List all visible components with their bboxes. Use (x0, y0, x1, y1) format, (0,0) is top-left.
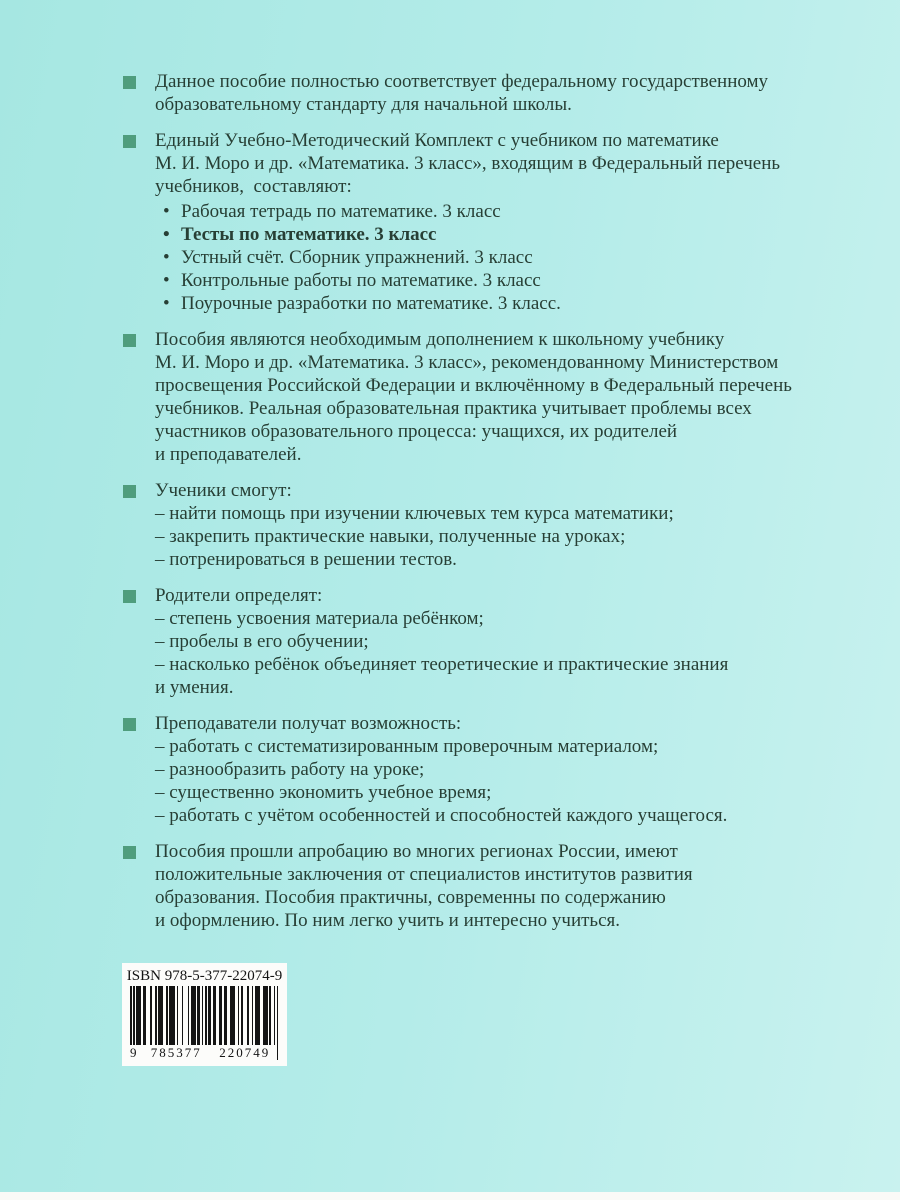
section-body (155, 328, 835, 466)
list-item-label: Поурочные разработки по математике. 3 класс. (181, 293, 561, 314)
list-item-label: Устный счёт. Сборник упражнений. 3 класс (181, 247, 533, 268)
text-line: – разнообразить работу на уроке; (155, 759, 425, 780)
section-body (155, 479, 835, 571)
section-body (155, 129, 835, 315)
list-item-label: Рабочая тетрадь по математике. 3 класс (181, 201, 501, 222)
isbn-barcode-block (122, 963, 287, 1066)
text-line: Данное пособие полностью соответствует федеральному государственному (155, 71, 769, 92)
dot-bullet-icon: • (163, 224, 170, 245)
list-item (155, 292, 835, 315)
text-section (123, 129, 835, 315)
scan-edge-strip (0, 1192, 900, 1200)
section-body (155, 70, 835, 116)
dot-bullet-icon: • (163, 201, 170, 222)
square-bullet-icon (123, 485, 136, 498)
text-line: и преподавателей. (155, 444, 302, 465)
text-line: – работать с систематизированным проверочным материалом; (155, 736, 659, 757)
text-line: Преподаватели получат возможность: (155, 713, 462, 734)
barcode-digits-row (130, 1045, 279, 1062)
text-line: М. И. Моро и др. «Математика. 3 класс», рекомендованному Министерством (155, 352, 779, 373)
dot-bullet-icon: • (163, 247, 170, 268)
text-line: – существенно экономить учебное время; (155, 782, 492, 803)
text-line: – пробелы в его обучении; (155, 631, 369, 652)
text-line: – найти помощь при изучении ключевых тем курса математики; (155, 503, 674, 524)
text-line: – степень усвоения материала ребёнком; (155, 608, 484, 629)
text-line: Пособия являются необходимым дополнением к школьному учебнику (155, 329, 725, 350)
list-item-label: Контрольные работы по математике. 3 класс (181, 270, 541, 291)
text-line: образовательному стандарту для начальной школы. (155, 94, 572, 115)
text-line: Пособия прошли апробацию во многих регионах России, имеют (155, 841, 678, 862)
section-body (155, 840, 835, 932)
barcode-digit-group: 785377 (144, 1045, 209, 1062)
text-section (123, 70, 835, 116)
section-body (155, 712, 835, 827)
text-line: положительные заключения от специалистов институтов развития (155, 864, 693, 885)
annotation-text-column (123, 70, 835, 945)
text-line: – работать с учётом особенностей и способностей каждого учащегося. (155, 805, 728, 826)
square-bullet-icon (123, 846, 136, 859)
text-line: и умения. (155, 677, 234, 698)
square-bullet-icon (123, 718, 136, 731)
dot-bullet-icon: • (163, 270, 170, 291)
text-line: просвещения Российской Федерации и включённому в Федеральный перечень (155, 375, 792, 396)
list-item (155, 223, 835, 246)
text-section (123, 712, 835, 827)
text-line: учебников. Реальная образовательная практика учитывает проблемы всех (155, 398, 752, 419)
dot-bullet-icon: • (163, 293, 170, 314)
text-section (123, 584, 835, 699)
square-bullet-icon (123, 590, 136, 603)
barcode-digit-group: 220749 (213, 1045, 278, 1062)
text-line: и оформлению. По ним легко учить и интересно учиться. (155, 910, 621, 931)
text-line: – закрепить практические навыки, полученные на уроках; (155, 526, 626, 547)
text-line: учебников, составляют: (155, 176, 352, 197)
text-line: – потренироваться в решении тестов. (155, 549, 457, 570)
text-line: образования. Пособия практичны, современны по содержанию (155, 887, 666, 908)
text-line: Единый Учебно-Методический Комплект с учебником по математике (155, 130, 719, 151)
text-line: – насколько ребёнок объединяет теоретические и практические знания (155, 654, 729, 675)
text-line: участников образовательного процесса: учащихся, их родителей (155, 421, 678, 442)
text-line: Ученики смогут: (155, 480, 292, 501)
section-body (155, 584, 835, 699)
square-bullet-icon (123, 135, 136, 148)
square-bullet-icon (123, 76, 136, 89)
isbn-number: ISBN 978-5-377-22074-9 (126, 968, 283, 984)
text-line: М. И. Моро и др. «Математика. 3 класс», входящим в Федеральный перечень (155, 153, 781, 174)
list-item (155, 200, 835, 223)
barcode-digit-group: 9 (130, 1045, 142, 1062)
list-item-label: Тесты по математике. 3 класс (181, 224, 437, 245)
list-item (155, 246, 835, 269)
text-section (123, 328, 835, 466)
barcode-bars (130, 986, 279, 1045)
book-list (155, 200, 835, 315)
text-section (123, 840, 835, 932)
text-section (123, 479, 835, 571)
text-line: Родители определят: (155, 585, 323, 606)
square-bullet-icon (123, 334, 136, 347)
list-item (155, 269, 835, 292)
